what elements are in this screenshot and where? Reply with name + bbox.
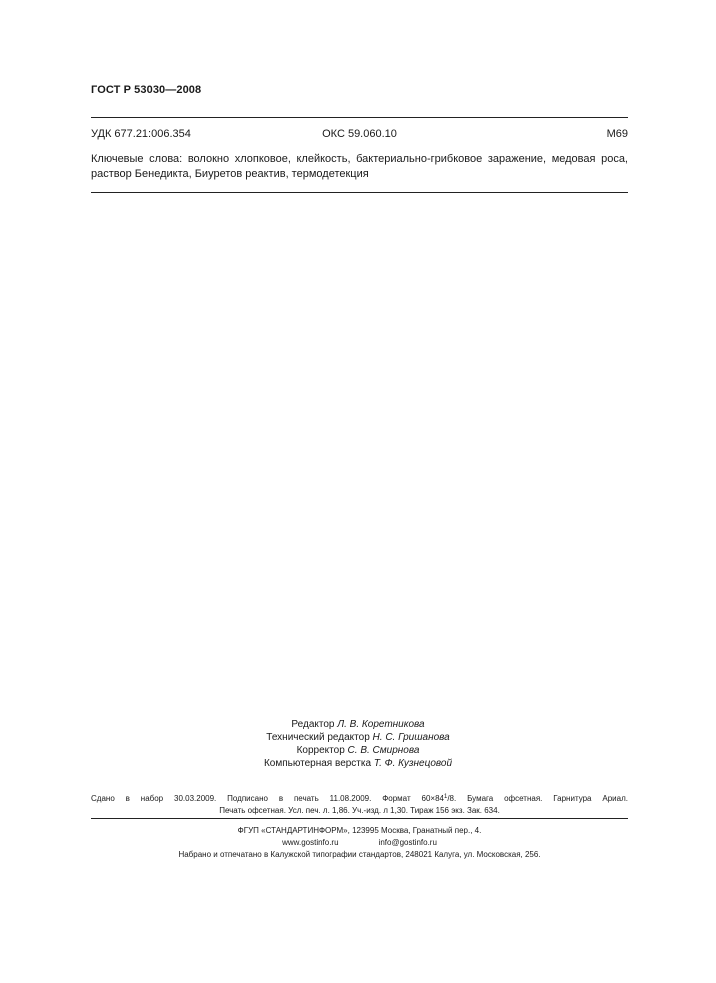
publication-line-2: Печать офсетная. Усл. печ. л. 1,86. Уч.-изд. л 1,30. Тираж 156 экз. Зак. 634. — [219, 806, 500, 815]
credit-role: Корректор — [296, 745, 345, 756]
credit-role: Компьютерная верстка — [263, 758, 372, 769]
credit-tech-editor — [200, 731, 516, 744]
top-divider — [91, 117, 628, 118]
udk-code: УДК 677.21:006.354 — [91, 128, 191, 140]
credit-name: Н. С. Гришанова — [372, 732, 450, 743]
publisher-address: ФГУП «СТАНДАРТИНФОРМ», 123995 Москва, Гранатный пер., 4. — [237, 826, 482, 835]
format-fraction-num: 1 — [443, 794, 448, 800]
publisher-website-link[interactable]: www.gostinfo.ru — [282, 838, 339, 847]
credit-editor — [200, 718, 516, 731]
keywords-divider — [91, 192, 628, 193]
publication-text: . Бумага офсетная. Гарнитура Ариал. — [453, 794, 628, 803]
keywords-line-2: раствор Бенедикта, Биуретов реактив, термодетекция — [91, 168, 369, 180]
printing-house: Набрано и отпечатано в Калужской типографии стандартов, 248021 Калуга, ул. Московская, 256. — [178, 850, 541, 859]
keywords-block — [91, 152, 628, 182]
publication-text: Сдано в набор 30.03.2009. Подписано в печать 11.08.2009. Формат 60×84 — [91, 794, 444, 803]
credit-name: Т. Ф. Кузнецовой — [373, 758, 453, 769]
publisher-email-link[interactable]: info@gostinfo.ru — [378, 838, 437, 847]
credit-role: Редактор — [291, 719, 335, 730]
credit-name: Л. В. Коретникова — [337, 719, 425, 730]
format-fraction-den: /8 — [447, 794, 454, 803]
okp-code: М69 — [606, 128, 628, 140]
oks-code: ОКС 59.060.10 — [322, 128, 397, 140]
credit-role: Технический редактор — [266, 732, 370, 743]
publisher-divider — [91, 818, 628, 819]
credit-name: С. В. Смирнова — [347, 745, 420, 756]
credit-layout — [200, 757, 516, 770]
publisher-contacts — [91, 837, 628, 849]
standard-number: ГОСТ Р 53030—2008 — [91, 84, 202, 96]
editorial-credits — [200, 718, 516, 770]
credit-proofreader — [200, 744, 516, 757]
keywords-line-1: Ключевые слова: волокно хлопковое, клейкость, бактериально-грибковое заражение, медовая роса, — [91, 153, 628, 165]
publisher-info — [91, 825, 628, 861]
classification-codes — [91, 128, 628, 142]
publication-line-1 — [91, 791, 628, 805]
publication-info — [91, 791, 628, 817]
